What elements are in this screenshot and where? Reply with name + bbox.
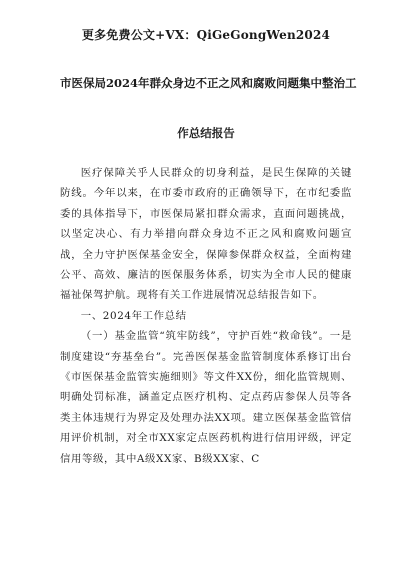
intro-paragraph: 医疗保障关乎人民群众的切身利益，是民生保障的关键防线。今年以来，在市委市政府的正确领导下，在市纪委监委的具体指导下，市医保局紧扣群众需求，直面问题挑战，以坚定决心、有力举措向群众身边不正之风和腐败问题宣战，全力守护医保基金安全，保障参保群众权益，全面构建公平、高效、廉洁的医保服务体系，切实为全市人民的健康福祉保驾护航。现将有关工作进展情况总结报告如下。 [60, 167, 352, 302]
subsection-paragraph: （一）基金监管“筑牢防线”，守护百姓“救命钱”。一是制度建设“夯基垒台”。完善医保基金监管制度体系修订出台《市医保基金监管实施细则》等文件XX份，细化监管规则、明确处罚标准，涵盖定点医疗机构、定点药店参保人员等各类主体违规行为界定及处理办法XX项。建立医保基金监管信用评价机制，对全市XX家定点医药机构进行信用评级，评定信用等级，其中A级XX家、B级XX家、C [60, 330, 352, 465]
watermark-banner: 更多免费公文+VX：QiGeGongWen2024 [81, 28, 331, 42]
document-body [60, 163, 352, 469]
section-heading: 一、2024年工作总结 [80, 309, 187, 322]
document-title-line-1: 市医保局2024年群众身边不正之风和腐败问题集中整治工 [60, 76, 357, 90]
document-title-line-2: 作总结报告 [177, 126, 235, 140]
